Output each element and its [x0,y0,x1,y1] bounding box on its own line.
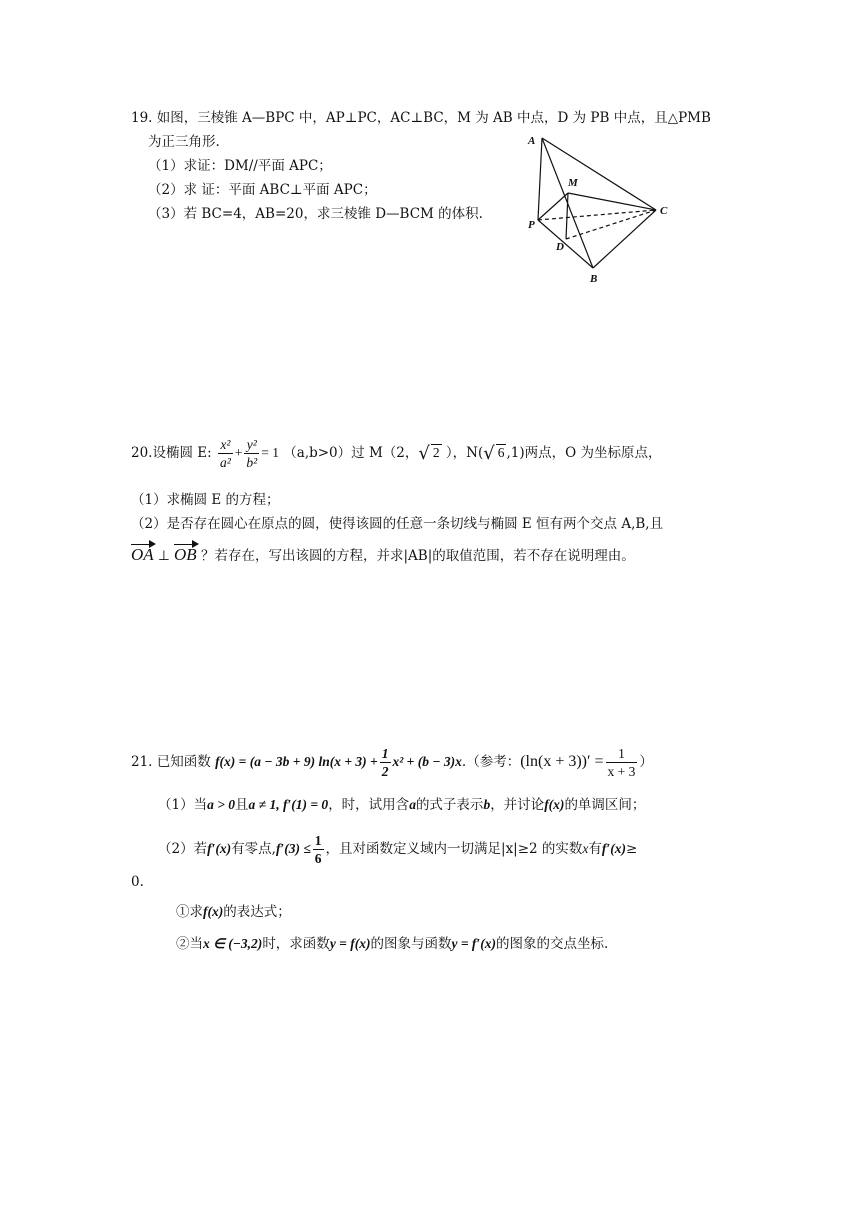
q21-stem [131,745,653,780]
q19-part3: （3）若 BC=4，AB=20，求三棱锥 D—BCM 的体积. [148,206,483,222]
q20-part2-cont [131,545,635,566]
edge-pc-dashed [538,210,656,220]
label-m: M [568,177,578,189]
tetrahedron-figure [520,130,680,285]
vector-ob: OB [174,545,197,564]
q20-prefix: 20.设椭圆 E: [131,445,212,461]
edge-pb [538,220,593,268]
edge-mp [538,193,568,220]
q19-part2: （2）求 证：平面 ABC⊥平面 APC； [148,182,377,198]
q20-part1: （1）求椭圆 E 的方程； [131,492,280,508]
q21-part1: （1）当a > 0且a ≠ 1, f′(1) = 0，时，试用含a的式子表示b，并讨论f(x)的单调区间； [158,797,646,813]
q19-part1: （1）求证：DM//平面 APC； [148,158,332,174]
q19-stem-line1: 19. 如图，三棱锥 A—BPC 中，AP⊥PC，AC⊥BC，M 为 AB 中点，D 为 PB 中点，且△PMB [131,110,711,126]
q21-ref-expr: (ln(x + 3))′ = [520,753,604,770]
q21-prefix: 21. 已知函数 [131,754,211,770]
q21-sub2: ②当x ∈ (−3,2)时，求函数y = f(x)的图象与函数y = f′(x)的图象的交点坐标. [176,936,609,952]
q21-func-tail: x² + (b − 3)x [392,754,462,769]
q21-part2-cont: 0. [131,874,144,890]
q21-sixth: $\frac{1}{6}$ [314,833,322,866]
label-c: C [660,205,668,217]
q20-stem: 20.设椭圆 E: $\frac{\text{x²}}{\text{a²}}$ + $\frac{\text{y²}}{\text{b²}}$ = 1 （a,b>0）过 M（2，√ 2 ），N(√ 6 ,1)两点，O 为坐标原点， [131,437,662,470]
q21-part2: （2）若f′(x)有零点,f′(3) ≤ $\frac{1}{6}$ ，且对函数定义域内一切满足|x|≥2 的实数x有f′(x)≥ [158,833,638,866]
q20-sqrt2: 2 [432,445,440,460]
q20-part2-text: ？若存在，写出该圆的方程，并求|AB|的取值范围，若不存在说明理由。 [201,548,635,564]
edge-ap [538,138,542,220]
q20-tail: ,1)两点，O 为坐标原点， [506,445,662,461]
q20-part2: （2）是否存在圆心在原点的圆，使得该圆的任意一条切线与椭圆 E 恒有两个交点 A,B,且 [131,516,664,532]
q21-ref-frac: $\frac{1}{x + 3}$ [607,746,636,779]
label-p: P [528,219,535,231]
label-a: A [528,135,536,147]
perp-symbol: ⊥ [157,548,170,563]
q21-ref-open: .（参考： [461,754,521,770]
q20-frac-x: $\frac{\text{x²}}{\text{a²}}$ [219,437,231,470]
q20-eq: = 1 [261,445,279,460]
q20-sqrt6: 6 [497,445,505,460]
q20-mid: ），N( [445,445,484,461]
edge-bc [593,210,656,268]
label-d: D [556,241,564,253]
q21-ref-close: ） [639,754,653,770]
q21-func: f(x) = (a − 3b + 9) ln(x + 3) + [215,754,378,769]
q19-stem-line2: 为正三角形. [148,134,220,150]
q20-frac-y: $\frac{\text{y²}}{\text{b²}}$ [246,437,258,470]
vector-oa: OA [131,545,154,564]
q21-half: $\frac{1}{2}$ [381,746,389,779]
q21-sub1: ①求f(x)的表达式； [176,904,291,920]
label-b: B [590,273,598,285]
q20-cond: （a,b>0）过 M（2， [283,445,419,461]
